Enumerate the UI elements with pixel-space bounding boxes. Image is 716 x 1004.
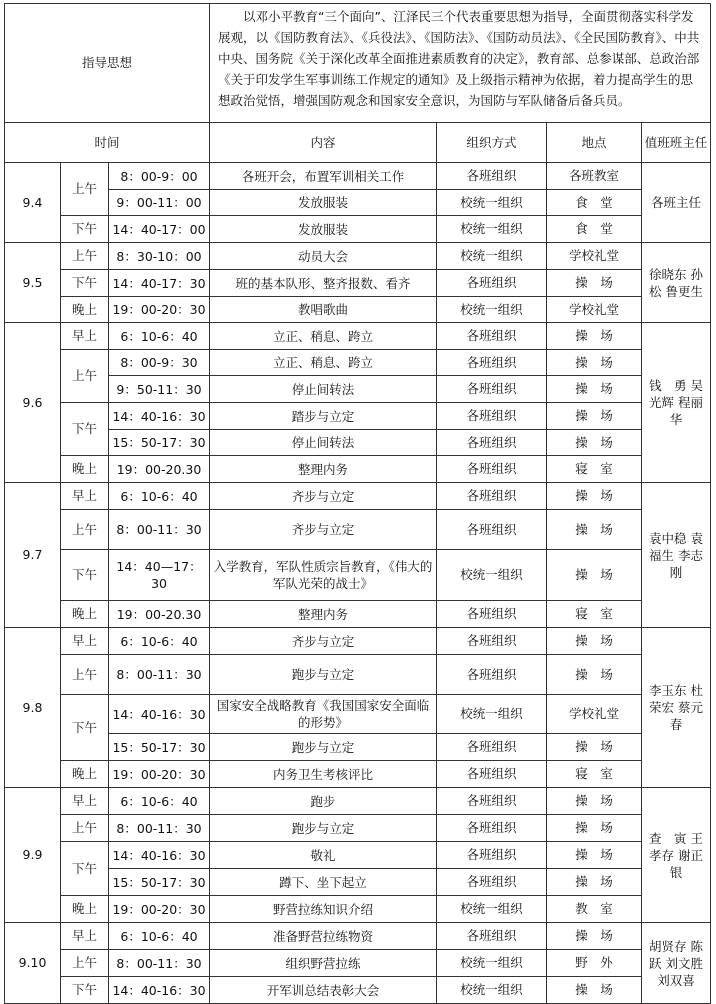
period-cell: 晚上 bbox=[61, 456, 109, 483]
location-cell: 学校礼堂 bbox=[547, 243, 642, 270]
content-cell: 发放服装 bbox=[210, 190, 437, 216]
time-cell: 8：00-11：30 bbox=[109, 510, 210, 550]
content-cell: 动员大会 bbox=[210, 243, 437, 270]
period-cell: 上午 bbox=[61, 350, 109, 403]
time-cell: 15：50-17：30 bbox=[109, 869, 210, 896]
location-cell: 操 场 bbox=[547, 655, 642, 695]
date-cell: 9.9 bbox=[5, 788, 61, 923]
period-cell: 上午 bbox=[61, 163, 109, 216]
schedule-row bbox=[5, 297, 711, 323]
teacher-cell: 钱 勇 吴光辉 程丽华 bbox=[642, 323, 711, 483]
training-schedule-table bbox=[4, 3, 716, 1004]
schedule-row bbox=[5, 815, 711, 842]
period-cell: 晚上 bbox=[61, 297, 109, 323]
schedule-row bbox=[5, 761, 711, 788]
time-cell: 14：40-16：30 bbox=[109, 977, 210, 1004]
date-cell: 9.7 bbox=[5, 483, 61, 628]
content-cell: 入学教育，军队性质宗旨教育，《伟大的军队光荣的战士》 bbox=[210, 550, 437, 601]
time-cell: 14：40-16：30 bbox=[109, 403, 210, 430]
header-method: 组织方式 bbox=[437, 123, 547, 163]
teacher-cell: 各班主任 bbox=[642, 163, 711, 243]
method-cell: 各班组织 bbox=[437, 601, 547, 628]
location-cell: 操 场 bbox=[547, 815, 642, 842]
content-cell: 跑步 bbox=[210, 788, 437, 815]
time-cell: 19：00-20：30 bbox=[109, 297, 210, 323]
content-cell: 踏步与立定 bbox=[210, 403, 437, 430]
method-cell: 各班组织 bbox=[437, 628, 547, 655]
time-cell: 6：10-6：40 bbox=[109, 788, 210, 815]
schedule-document bbox=[4, 3, 716, 1004]
method-cell: 校统一组织 bbox=[437, 950, 547, 977]
period-cell: 早上 bbox=[61, 788, 109, 815]
location-cell: 各班教室 bbox=[547, 163, 642, 190]
time-cell: 19：00-20.30 bbox=[109, 601, 210, 628]
method-cell: 各班组织 bbox=[437, 734, 547, 761]
header-content: 内容 bbox=[210, 123, 437, 163]
time-cell: 8：00-9：30 bbox=[109, 350, 210, 376]
schedule-row bbox=[5, 163, 711, 190]
date-cell: 9.8 bbox=[5, 628, 61, 788]
method-cell: 各班组织 bbox=[437, 788, 547, 815]
method-cell: 各班组织 bbox=[437, 815, 547, 842]
time-cell: 19：00-20：30 bbox=[109, 896, 210, 923]
header-row bbox=[5, 123, 711, 163]
schedule-row bbox=[5, 601, 711, 628]
content-cell: 组织野营拉练 bbox=[210, 950, 437, 977]
content-cell: 停止间转法 bbox=[210, 376, 437, 403]
time-cell: 6：10-6：40 bbox=[109, 323, 210, 350]
header-time: 时间 bbox=[5, 123, 210, 163]
content-cell: 立正、稍息、跨立 bbox=[210, 350, 437, 376]
content-cell: 跑步与立定 bbox=[210, 655, 437, 695]
method-cell: 校统一组织 bbox=[437, 977, 547, 1004]
schedule-row bbox=[5, 456, 711, 483]
period-cell: 上午 bbox=[61, 815, 109, 842]
location-cell: 食 堂 bbox=[547, 216, 642, 243]
period-cell: 上午 bbox=[61, 655, 109, 695]
header-teacher: 值班班主任 bbox=[642, 123, 711, 163]
schedule-row bbox=[5, 923, 711, 950]
schedule-row bbox=[5, 869, 711, 896]
location-cell: 操 场 bbox=[547, 350, 642, 376]
location-cell: 操 场 bbox=[547, 628, 642, 655]
period-cell: 早上 bbox=[61, 323, 109, 350]
date-cell: 9.6 bbox=[5, 323, 61, 483]
method-cell: 各班组织 bbox=[437, 842, 547, 869]
location-cell: 食 堂 bbox=[547, 190, 642, 216]
period-cell: 下午 bbox=[61, 216, 109, 243]
schedule-row bbox=[5, 896, 711, 923]
time-cell: 9：00-11：00 bbox=[109, 190, 210, 216]
content-cell: 跑步与立定 bbox=[210, 815, 437, 842]
time-cell: 6：10-6：40 bbox=[109, 923, 210, 950]
teacher-cell: 查 寅 王孝存 谢正银 bbox=[642, 788, 711, 923]
location-cell: 操 场 bbox=[547, 483, 642, 510]
method-cell: 各班组织 bbox=[437, 403, 547, 430]
period-cell: 早上 bbox=[61, 483, 109, 510]
method-cell: 校统一组织 bbox=[437, 190, 547, 216]
guide-label: 指导思想 bbox=[5, 4, 210, 123]
schedule-row bbox=[5, 550, 711, 601]
content-cell: 教唱歌曲 bbox=[210, 297, 437, 323]
location-cell: 操 场 bbox=[547, 977, 642, 1004]
method-cell: 各班组织 bbox=[437, 323, 547, 350]
period-cell: 下午 bbox=[61, 403, 109, 456]
location-cell: 操 场 bbox=[547, 869, 642, 896]
content-cell: 各班开会，布置军训相关工作 bbox=[210, 163, 437, 190]
time-cell: 15：50-17：30 bbox=[109, 734, 210, 761]
location-cell: 操 场 bbox=[547, 734, 642, 761]
method-cell: 各班组织 bbox=[437, 376, 547, 403]
period-cell: 早上 bbox=[61, 628, 109, 655]
teacher-cell: 袁中稳 袁福生 李志刚 bbox=[642, 483, 711, 628]
time-cell: 19：00-20：30 bbox=[109, 761, 210, 788]
time-cell: 8：00-11：30 bbox=[109, 950, 210, 977]
schedule-row bbox=[5, 483, 711, 510]
location-cell: 操 场 bbox=[547, 430, 642, 456]
method-cell: 校统一组织 bbox=[437, 695, 547, 734]
schedule-row bbox=[5, 977, 711, 1004]
schedule-row bbox=[5, 695, 711, 734]
schedule-row bbox=[5, 216, 711, 243]
location-cell: 学校礼堂 bbox=[547, 695, 642, 734]
period-cell: 上午 bbox=[61, 510, 109, 550]
content-cell: 班的基本队形、整齐报数、看齐 bbox=[210, 270, 437, 297]
method-cell: 各班组织 bbox=[437, 923, 547, 950]
schedule-row bbox=[5, 950, 711, 977]
schedule-row bbox=[5, 403, 711, 430]
period-cell: 晚上 bbox=[61, 896, 109, 923]
content-cell: 准备野营拉练物资 bbox=[210, 923, 437, 950]
time-cell: 6：10-6：40 bbox=[109, 483, 210, 510]
guide-text: 以邓小平教育“三个面向”、江泽民三个代表重要思想为指导，全面贯彻落实科学发展观，以《国防教育法》、《兵役法》、《国防法》、《国防动员法》、《全民国防教育》、中共中央、国务院《关于深化改革全面推进素质教育的决定》，教育部、总参谋部、总政治部《关于印发学生军事训练工作规定的通知》及上级指示精神为依据，着力提高学生的思想政治觉悟，增强国防观念和国家安全意识，为国防与军队储备后备兵员。 bbox=[210, 4, 711, 123]
schedule-row bbox=[5, 243, 711, 270]
guide-row bbox=[5, 4, 711, 123]
content-cell: 国家安全战略教育《我国国家安全面临的形势》 bbox=[210, 695, 437, 734]
date-cell: 9.4 bbox=[5, 163, 61, 243]
location-cell: 操 场 bbox=[547, 842, 642, 869]
content-cell: 跑步与立定 bbox=[210, 734, 437, 761]
schedule-row bbox=[5, 510, 711, 550]
period-cell: 下午 bbox=[61, 695, 109, 761]
location-cell: 操 场 bbox=[547, 788, 642, 815]
location-cell: 操 场 bbox=[547, 550, 642, 601]
location-cell: 操 场 bbox=[547, 270, 642, 297]
content-cell: 整理内务 bbox=[210, 456, 437, 483]
content-cell: 内务卫生考核评比 bbox=[210, 761, 437, 788]
schedule-row bbox=[5, 788, 711, 815]
period-cell: 早上 bbox=[61, 923, 109, 950]
schedule-row bbox=[5, 190, 711, 216]
schedule-row bbox=[5, 842, 711, 869]
time-cell: 6：10-6：40 bbox=[109, 628, 210, 655]
schedule-row bbox=[5, 323, 711, 350]
location-cell: 野 外 bbox=[547, 950, 642, 977]
schedule-row bbox=[5, 655, 711, 695]
location-cell: 学校礼堂 bbox=[547, 297, 642, 323]
content-cell: 整理内务 bbox=[210, 601, 437, 628]
location-cell: 寝 室 bbox=[547, 456, 642, 483]
period-cell: 晚上 bbox=[61, 601, 109, 628]
period-cell: 上午 bbox=[61, 243, 109, 270]
content-cell: 野营拉练知识介绍 bbox=[210, 896, 437, 923]
method-cell: 各班组织 bbox=[437, 350, 547, 376]
location-cell: 寝 室 bbox=[547, 601, 642, 628]
location-cell: 操 场 bbox=[547, 923, 642, 950]
period-cell: 上午 bbox=[61, 950, 109, 977]
location-cell: 操 场 bbox=[547, 403, 642, 430]
teacher-cell: 胡贤存 陈 跃 刘文胜 刘双喜 bbox=[642, 923, 711, 1004]
schedule-row bbox=[5, 376, 711, 403]
location-cell: 寝 室 bbox=[547, 761, 642, 788]
time-cell: 8：00-11：30 bbox=[109, 815, 210, 842]
teacher-cell: 李玉东 杜荣宏 蔡元春 bbox=[642, 628, 711, 788]
method-cell: 各班组织 bbox=[437, 869, 547, 896]
content-cell: 齐步与立定 bbox=[210, 510, 437, 550]
time-cell: 15：50-17：30 bbox=[109, 430, 210, 456]
time-cell: 8：30-10：00 bbox=[109, 243, 210, 270]
content-cell: 发放服装 bbox=[210, 216, 437, 243]
schedule-row bbox=[5, 734, 711, 761]
time-cell: 14：40-16：30 bbox=[109, 842, 210, 869]
time-cell: 9：50-11：30 bbox=[109, 376, 210, 403]
time-cell: 14：40—17：30 bbox=[109, 550, 210, 601]
schedule-row bbox=[5, 628, 711, 655]
content-cell: 蹲下、坐下起立 bbox=[210, 869, 437, 896]
schedule-row bbox=[5, 350, 711, 376]
date-cell: 9.10 bbox=[5, 923, 61, 1004]
teacher-cell: 徐晓东 孙 松 鲁更生 bbox=[642, 243, 711, 323]
method-cell: 各班组织 bbox=[437, 510, 547, 550]
time-cell: 14：40-17：30 bbox=[109, 270, 210, 297]
date-cell: 9.5 bbox=[5, 243, 61, 323]
method-cell: 校统一组织 bbox=[437, 550, 547, 601]
time-cell: 19：00-20.30 bbox=[109, 456, 210, 483]
time-cell: 14：40-16：30 bbox=[109, 695, 210, 734]
method-cell: 校统一组织 bbox=[437, 297, 547, 323]
time-cell: 8：00-11：30 bbox=[109, 655, 210, 695]
method-cell: 校统一组织 bbox=[437, 243, 547, 270]
period-cell: 晚上 bbox=[61, 761, 109, 788]
method-cell: 各班组织 bbox=[437, 430, 547, 456]
method-cell: 校统一组织 bbox=[437, 216, 547, 243]
content-cell: 齐步与立定 bbox=[210, 628, 437, 655]
schedule-row bbox=[5, 430, 711, 456]
method-cell: 各班组织 bbox=[437, 483, 547, 510]
content-cell: 敬礼 bbox=[210, 842, 437, 869]
time-cell: 14：40-17：00 bbox=[109, 216, 210, 243]
period-cell: 下午 bbox=[61, 550, 109, 601]
method-cell: 各班组织 bbox=[437, 270, 547, 297]
location-cell: 操 场 bbox=[547, 376, 642, 403]
method-cell: 校统一组织 bbox=[437, 896, 547, 923]
content-cell: 齐步与立定 bbox=[210, 483, 437, 510]
content-cell: 开军训总结表彰大会 bbox=[210, 977, 437, 1004]
location-cell: 操 场 bbox=[547, 510, 642, 550]
content-cell: 停止间转法 bbox=[210, 430, 437, 456]
content-cell: 立正、稍息、跨立 bbox=[210, 323, 437, 350]
location-cell: 操 场 bbox=[547, 323, 642, 350]
method-cell: 各班组织 bbox=[437, 163, 547, 190]
schedule-row bbox=[5, 270, 711, 297]
method-cell: 各班组织 bbox=[437, 655, 547, 695]
method-cell: 各班组织 bbox=[437, 456, 547, 483]
period-cell: 下午 bbox=[61, 270, 109, 297]
method-cell: 各班组织 bbox=[437, 761, 547, 788]
period-cell: 下午 bbox=[61, 977, 109, 1004]
period-cell: 下午 bbox=[61, 842, 109, 896]
time-cell: 8：00-9：00 bbox=[109, 163, 210, 190]
header-location: 地点 bbox=[547, 123, 642, 163]
location-cell: 教 室 bbox=[547, 896, 642, 923]
